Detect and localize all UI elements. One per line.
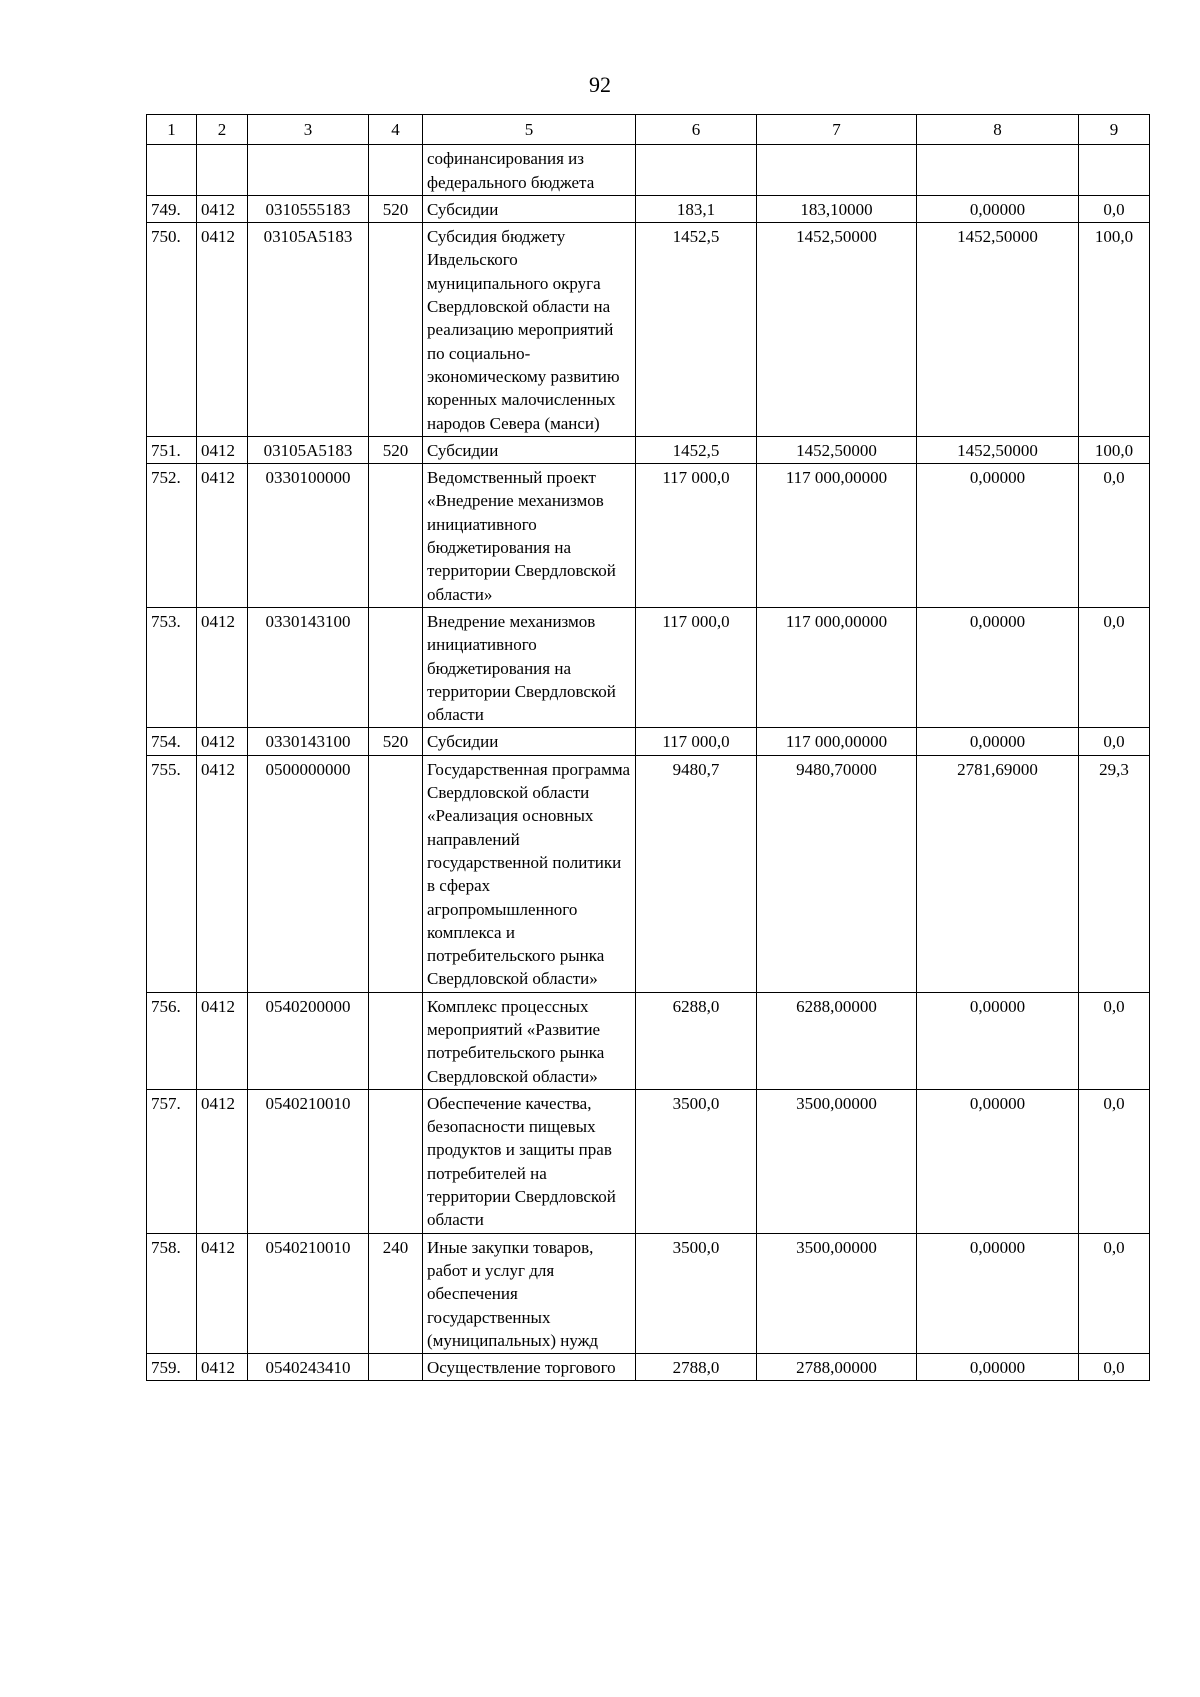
expense-type-code: 520 bbox=[369, 195, 423, 222]
column-header: 2 bbox=[197, 115, 248, 145]
expense-type-code: 520 bbox=[369, 436, 423, 463]
row-number: 757. bbox=[147, 1089, 197, 1233]
table-row bbox=[147, 607, 1150, 727]
expense-type-code bbox=[369, 992, 423, 1089]
execution-percent bbox=[1079, 145, 1150, 196]
budget-table bbox=[146, 114, 1150, 1381]
target-article-code: 0310555183 bbox=[248, 195, 369, 222]
executed-amount: 1452,50000 bbox=[917, 223, 1079, 437]
approved-amount: 3500,00000 bbox=[757, 1089, 917, 1233]
row-number: 751. bbox=[147, 436, 197, 463]
approved-amount: 3500,00000 bbox=[757, 1233, 917, 1353]
target-article-code: 0330143100 bbox=[248, 728, 369, 755]
execution-percent: 100,0 bbox=[1079, 436, 1150, 463]
section-code: 0412 bbox=[197, 728, 248, 755]
execution-percent: 0,0 bbox=[1079, 464, 1150, 608]
planned-amount: 183,1 bbox=[636, 195, 757, 222]
column-header: 9 bbox=[1079, 115, 1150, 145]
expense-type-code bbox=[369, 223, 423, 437]
planned-amount: 117 000,0 bbox=[636, 728, 757, 755]
section-code bbox=[197, 145, 248, 196]
expense-type-code bbox=[369, 1089, 423, 1233]
target-article-code bbox=[248, 145, 369, 196]
item-name: Государственная программа Свердловской области «Реализация основных направлений государственной политики в сферах агропромышленного комплекса и потребительского рынка Свердловской области» bbox=[423, 755, 636, 992]
item-name: Осуществление торгового bbox=[423, 1354, 636, 1381]
approved-amount: 9480,70000 bbox=[757, 755, 917, 992]
item-name: Ведомственный проект «Внедрение механизмов инициативного бюджетирования на территории Свердловской области» bbox=[423, 464, 636, 608]
item-name: Внедрение механизмов инициативного бюджетирования на территории Свердловской области bbox=[423, 607, 636, 727]
planned-amount: 117 000,0 bbox=[636, 464, 757, 608]
expense-type-code bbox=[369, 755, 423, 992]
row-number: 755. bbox=[147, 755, 197, 992]
item-name: Субсидии bbox=[423, 436, 636, 463]
planned-amount: 3500,0 bbox=[636, 1089, 757, 1233]
approved-amount: 183,10000 bbox=[757, 195, 917, 222]
item-name: Субсидии bbox=[423, 728, 636, 755]
table-row bbox=[147, 755, 1150, 992]
row-number: 756. bbox=[147, 992, 197, 1089]
approved-amount: 6288,00000 bbox=[757, 992, 917, 1089]
section-code: 0412 bbox=[197, 1089, 248, 1233]
table-row bbox=[147, 464, 1150, 608]
item-name: софинансирования из федерального бюджета bbox=[423, 145, 636, 196]
planned-amount: 3500,0 bbox=[636, 1233, 757, 1353]
planned-amount: 1452,5 bbox=[636, 436, 757, 463]
target-article-code: 0540243410 bbox=[248, 1354, 369, 1381]
column-header: 7 bbox=[757, 115, 917, 145]
execution-percent: 0,0 bbox=[1079, 1354, 1150, 1381]
table-header-row bbox=[147, 115, 1150, 145]
planned-amount: 1452,5 bbox=[636, 223, 757, 437]
section-code: 0412 bbox=[197, 223, 248, 437]
row-number: 752. bbox=[147, 464, 197, 608]
table-row bbox=[147, 992, 1150, 1089]
item-name: Субсидии bbox=[423, 195, 636, 222]
page-number: 92 bbox=[589, 72, 611, 97]
executed-amount: 1452,50000 bbox=[917, 436, 1079, 463]
target-article-code: 0330143100 bbox=[248, 607, 369, 727]
table-row bbox=[147, 1354, 1150, 1381]
item-name: Иные закупки товаров, работ и услуг для обеспечения государственных (муниципальных) нужд bbox=[423, 1233, 636, 1353]
executed-amount: 0,00000 bbox=[917, 992, 1079, 1089]
executed-amount: 0,00000 bbox=[917, 1354, 1079, 1381]
approved-amount bbox=[757, 145, 917, 196]
expense-type-code bbox=[369, 607, 423, 727]
table-row bbox=[147, 223, 1150, 437]
target-article-code: 0540210010 bbox=[248, 1233, 369, 1353]
target-article-code: 0540210010 bbox=[248, 1089, 369, 1233]
column-header: 5 bbox=[423, 115, 636, 145]
executed-amount: 0,00000 bbox=[917, 607, 1079, 727]
table-row bbox=[147, 145, 1150, 196]
table-row bbox=[147, 1089, 1150, 1233]
section-code: 0412 bbox=[197, 992, 248, 1089]
section-code: 0412 bbox=[197, 1233, 248, 1353]
column-header: 1 bbox=[147, 115, 197, 145]
executed-amount: 2781,69000 bbox=[917, 755, 1079, 992]
execution-percent: 0,0 bbox=[1079, 195, 1150, 222]
section-code: 0412 bbox=[197, 1354, 248, 1381]
table-row bbox=[147, 728, 1150, 755]
item-name: Субсидия бюджету Ивдельского муниципального округа Свердловской области на реализацию мероприятий по социально-экономическому развитию коренных малочисленных народов Севера (манси) bbox=[423, 223, 636, 437]
approved-amount: 1452,50000 bbox=[757, 223, 917, 437]
execution-percent: 100,0 bbox=[1079, 223, 1150, 437]
target-article-code: 03105А5183 bbox=[248, 223, 369, 437]
execution-percent: 0,0 bbox=[1079, 1089, 1150, 1233]
executed-amount: 0,00000 bbox=[917, 464, 1079, 608]
approved-amount: 117 000,00000 bbox=[757, 464, 917, 608]
executed-amount: 0,00000 bbox=[917, 1233, 1079, 1353]
approved-amount: 117 000,00000 bbox=[757, 607, 917, 727]
approved-amount: 117 000,00000 bbox=[757, 728, 917, 755]
execution-percent: 29,3 bbox=[1079, 755, 1150, 992]
planned-amount: 9480,7 bbox=[636, 755, 757, 992]
target-article-code: 0500000000 bbox=[248, 755, 369, 992]
section-code: 0412 bbox=[197, 195, 248, 222]
section-code: 0412 bbox=[197, 607, 248, 727]
row-number: 749. bbox=[147, 195, 197, 222]
row-number: 754. bbox=[147, 728, 197, 755]
section-code: 0412 bbox=[197, 755, 248, 992]
expense-type-code bbox=[369, 145, 423, 196]
approved-amount: 1452,50000 bbox=[757, 436, 917, 463]
planned-amount: 117 000,0 bbox=[636, 607, 757, 727]
table-row bbox=[147, 195, 1150, 222]
row-number: 753. bbox=[147, 607, 197, 727]
row-number: 750. bbox=[147, 223, 197, 437]
target-article-code: 0330100000 bbox=[248, 464, 369, 608]
execution-percent: 0,0 bbox=[1079, 728, 1150, 755]
target-article-code: 03105А5183 bbox=[248, 436, 369, 463]
planned-amount bbox=[636, 145, 757, 196]
execution-percent: 0,0 bbox=[1079, 992, 1150, 1089]
executed-amount: 0,00000 bbox=[917, 195, 1079, 222]
expense-type-code bbox=[369, 464, 423, 608]
row-number: 758. bbox=[147, 1233, 197, 1353]
column-header: 4 bbox=[369, 115, 423, 145]
expense-type-code bbox=[369, 1354, 423, 1381]
section-code: 0412 bbox=[197, 464, 248, 608]
column-header: 8 bbox=[917, 115, 1079, 145]
executed-amount: 0,00000 bbox=[917, 1089, 1079, 1233]
executed-amount: 0,00000 bbox=[917, 728, 1079, 755]
executed-amount bbox=[917, 145, 1079, 196]
execution-percent: 0,0 bbox=[1079, 607, 1150, 727]
row-number: 759. bbox=[147, 1354, 197, 1381]
column-header: 6 bbox=[636, 115, 757, 145]
row-number bbox=[147, 145, 197, 196]
execution-percent: 0,0 bbox=[1079, 1233, 1150, 1353]
planned-amount: 6288,0 bbox=[636, 992, 757, 1089]
table-row bbox=[147, 436, 1150, 463]
approved-amount: 2788,00000 bbox=[757, 1354, 917, 1381]
item-name: Обеспечение качества, безопасности пищевых продуктов и защиты прав потребителей на территории Свердловской области bbox=[423, 1089, 636, 1233]
expense-type-code: 240 bbox=[369, 1233, 423, 1353]
expense-type-code: 520 bbox=[369, 728, 423, 755]
table-row bbox=[147, 1233, 1150, 1353]
planned-amount: 2788,0 bbox=[636, 1354, 757, 1381]
section-code: 0412 bbox=[197, 436, 248, 463]
target-article-code: 0540200000 bbox=[248, 992, 369, 1089]
item-name: Комплекс процессных мероприятий «Развитие потребительского рынка Свердловской области» bbox=[423, 992, 636, 1089]
column-header: 3 bbox=[248, 115, 369, 145]
